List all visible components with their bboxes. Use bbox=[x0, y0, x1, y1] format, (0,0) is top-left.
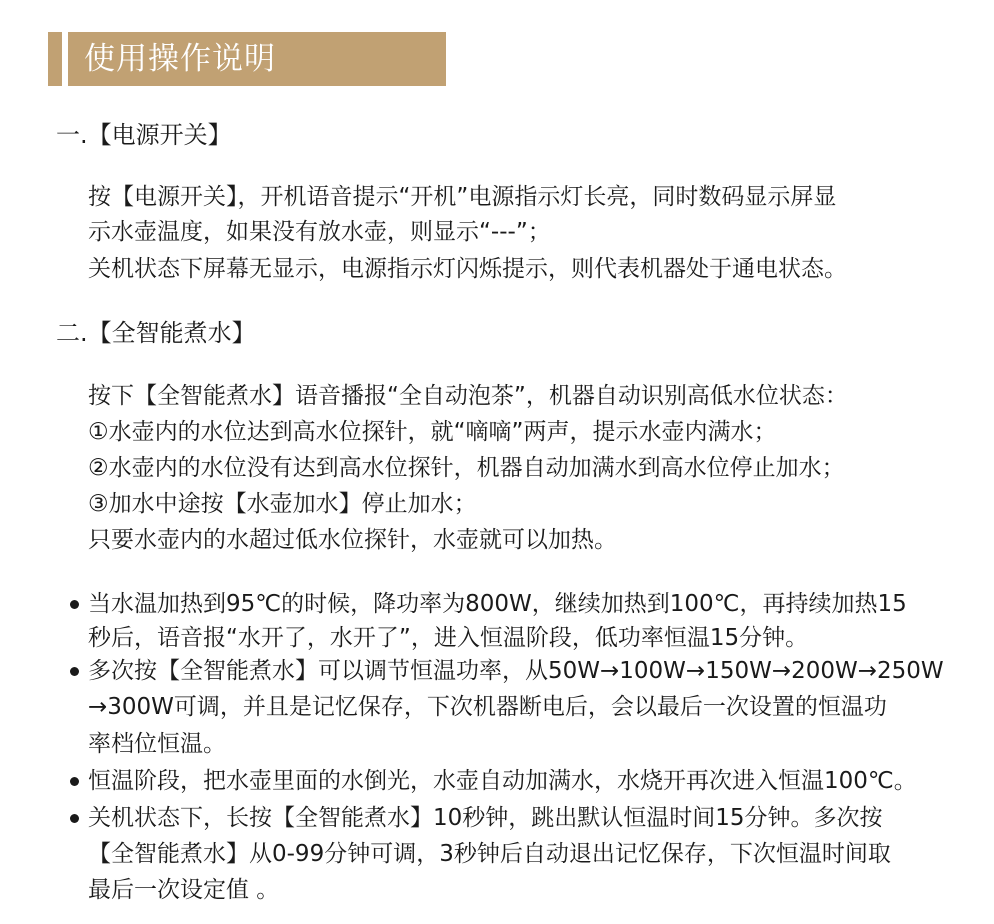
boil-line-4: ③加水中途按【水壶加水】停止加水； bbox=[88, 491, 477, 517]
bullet-dot bbox=[70, 600, 79, 609]
bullet-2-line-1: 多次按【全智能煮水】可以调节恒温功率，从50W→100W→150W→200W→250W bbox=[88, 658, 944, 684]
header-stripe bbox=[62, 32, 68, 86]
bullet-1-line-2: 秒后，语音报“水开了，水开了”，进入恒温阶段，低功率恒温15分钟。 bbox=[88, 625, 809, 651]
bullet-3-line-1: 恒温阶段，把水壶里面的水倒光，水壶自动加满水，水烧开再次进入恒温100℃。 bbox=[88, 768, 917, 794]
boil-line-5: 只要水壶内的水超过低水位探针，水壶就可以加热。 bbox=[88, 527, 617, 553]
boil-line-2: ①水壶内的水位达到高水位探针，就“嘀嘀”两声，提示水壶内满水； bbox=[88, 419, 777, 445]
bullet-4-line-3: 最后一次设定值 。 bbox=[88, 877, 280, 903]
power-line-2: 示水壶温度，如果没有放水壶，则显示“---”； bbox=[88, 219, 551, 245]
bullet-1-line-1: 当水温加热到95℃的时候，降功率为800W，继续加热到100℃，再持续加热15 bbox=[88, 591, 907, 617]
section-title-power: 一.【电源开关】 bbox=[56, 121, 232, 149]
page-title: 使用操作说明 bbox=[84, 41, 276, 77]
bullet-2-line-3: 率档位恒温。 bbox=[88, 731, 226, 757]
bullet-4-line-2: 【全智能煮水】从0-99分钟可调，3秒钟后自动退出记忆保存，下次恒温时间取 bbox=[88, 841, 891, 867]
section-title-smart-boil: 二.【全智能煮水】 bbox=[56, 319, 256, 347]
boil-line-1: 按下【全智能煮水】语音播报“全自动泡茶”，机器自动识别高低水位状态： bbox=[88, 383, 848, 409]
boil-line-3: ②水壶内的水位没有达到高水位探针，机器自动加满水到高水位停止加水； bbox=[88, 455, 845, 481]
bullet-dot bbox=[70, 777, 79, 786]
bullet-dot bbox=[70, 814, 79, 823]
power-line-1: 按【电源开关】，开机语音提示“开机”电源指示灯长亮，同时数码显示屏显 bbox=[88, 184, 837, 210]
bullet-dot bbox=[70, 667, 79, 676]
bullet-4-line-1: 关机状态下，长按【全智能煮水】10秒钟，跳出默认恒温时间15分钟。多次按 bbox=[88, 805, 883, 831]
bullet-2-line-2: →300W可调，并且是记忆保存，下次机器断电后，会以最后一次设置的恒温功 bbox=[88, 694, 887, 720]
power-line-3: 关机状态下屏幕无显示，电源指示灯闪烁提示，则代表机器处于通电状态。 bbox=[88, 256, 847, 282]
